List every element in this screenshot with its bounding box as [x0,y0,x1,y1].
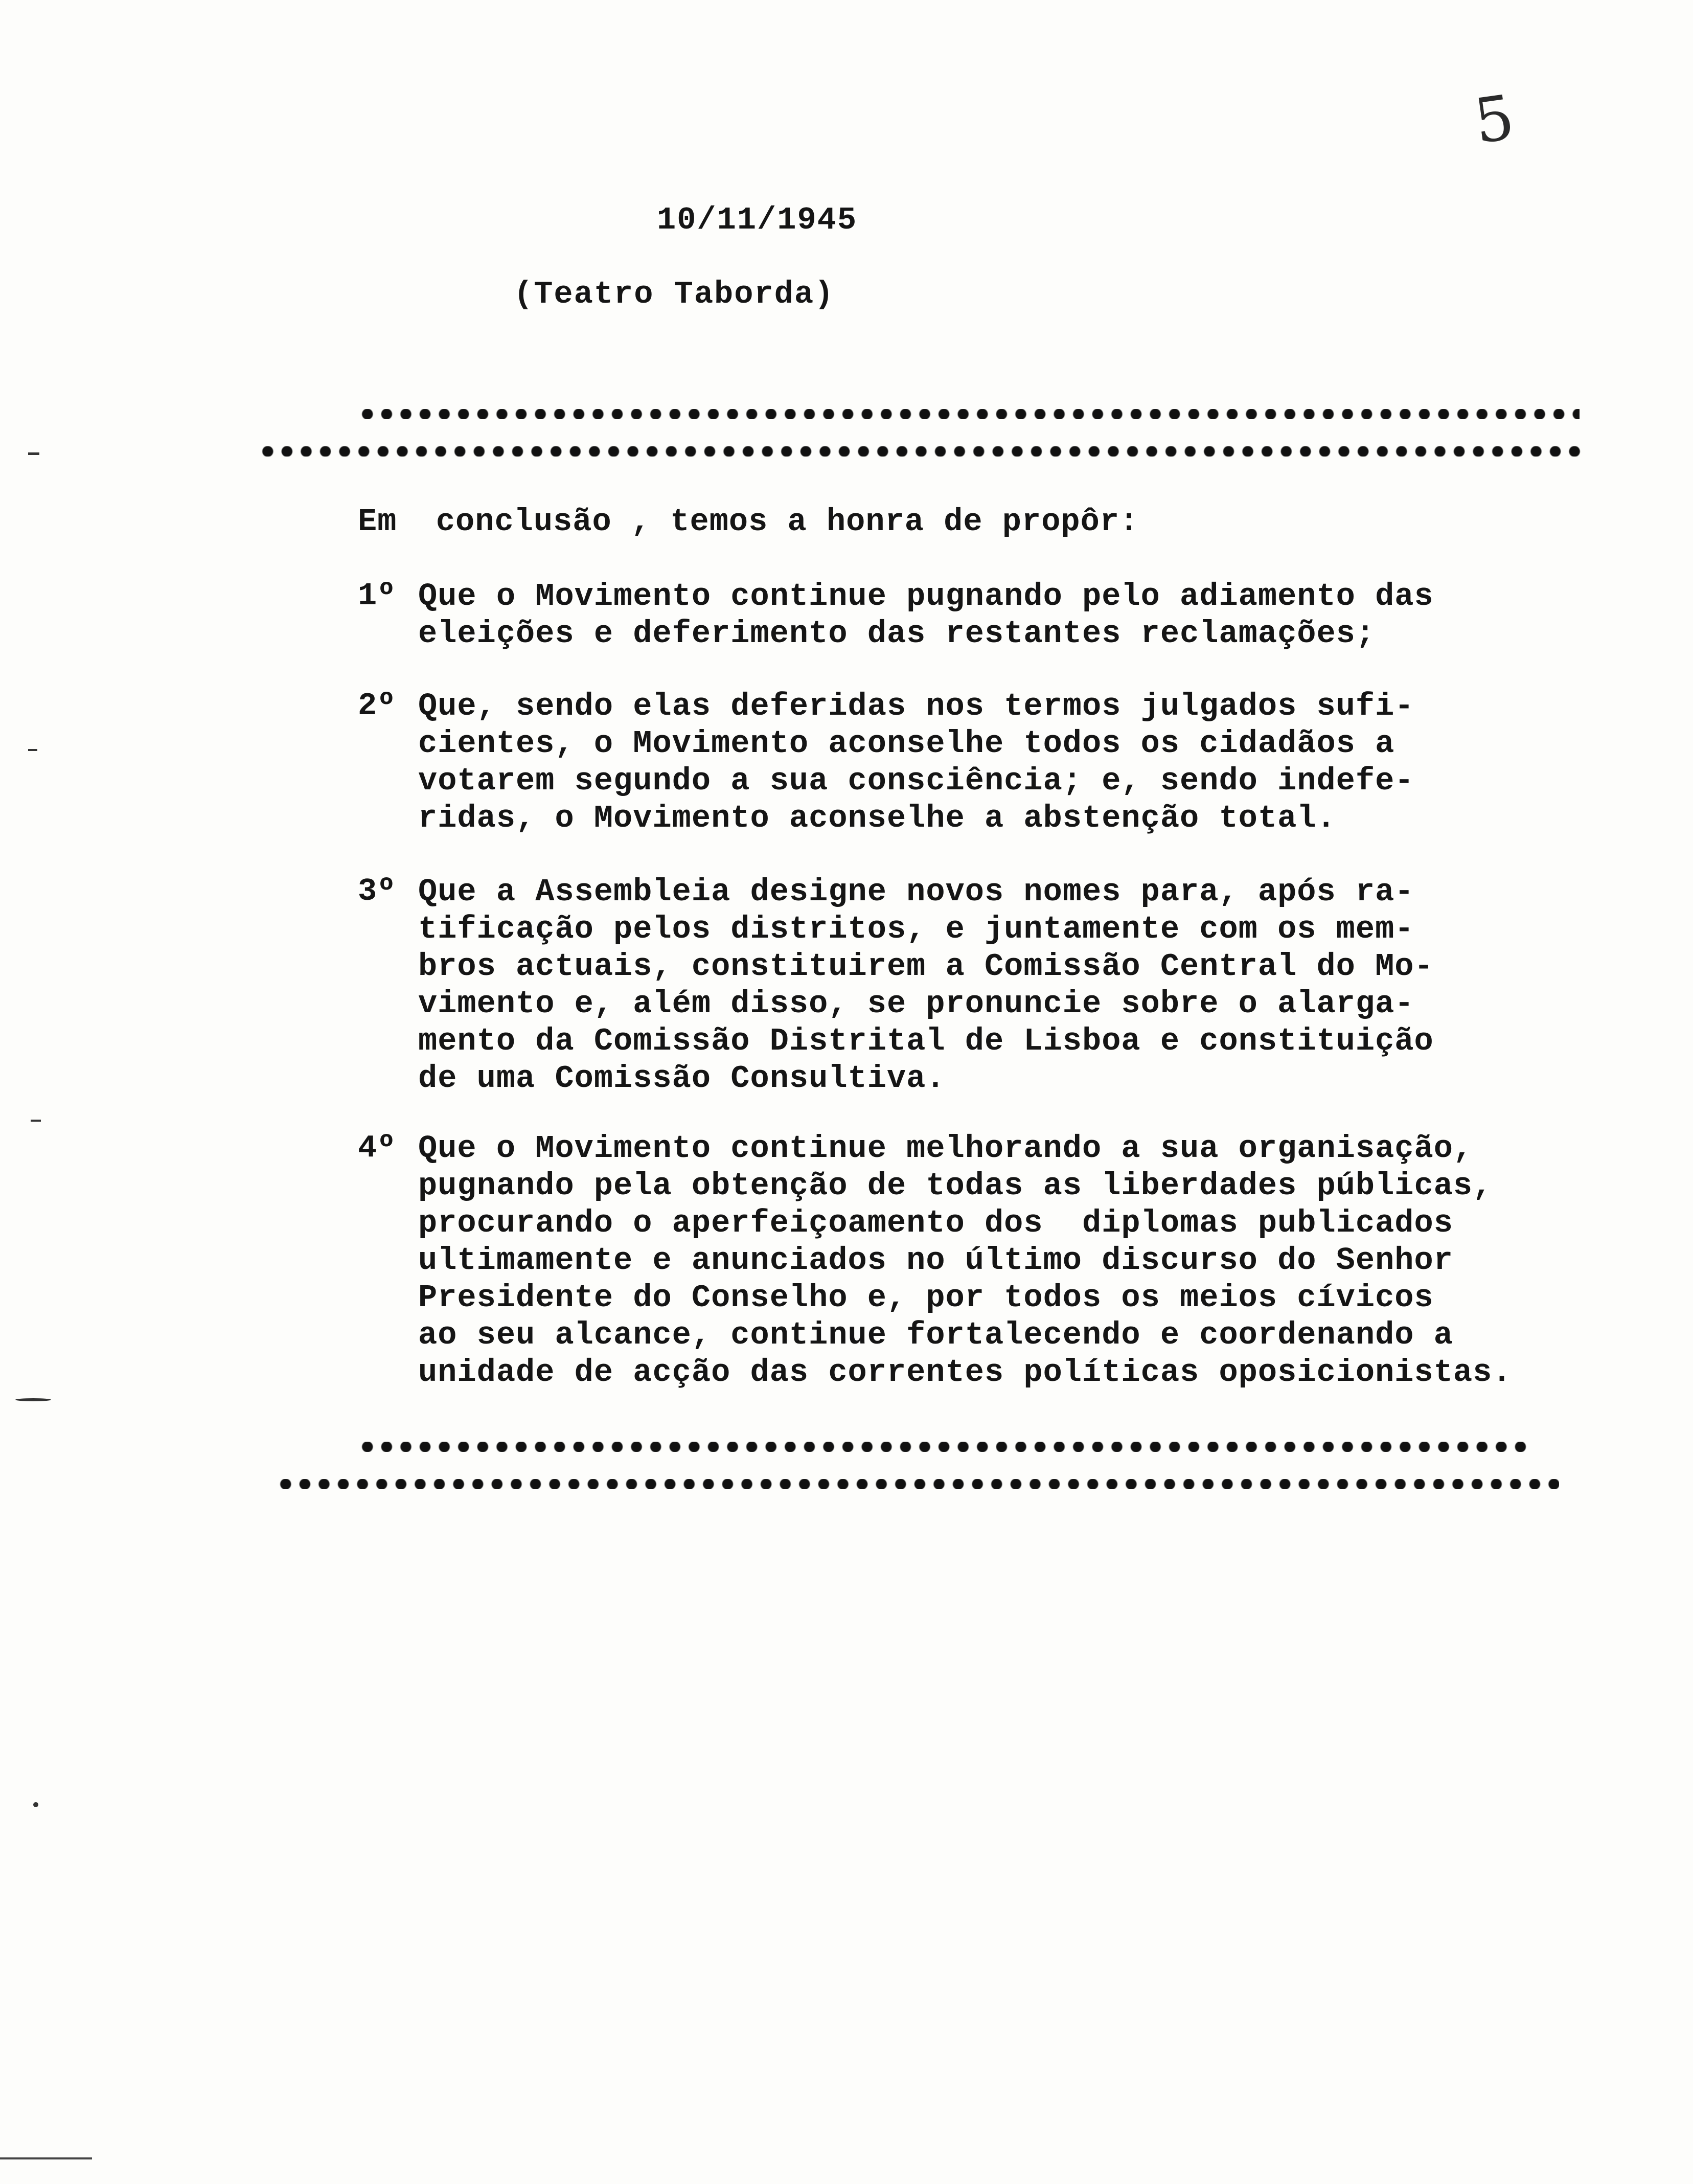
proposal-number: 4º [358,1130,396,1166]
proposal-number: 1º [358,578,396,614]
text-line: procurando o aperfeiçoamento dos diplomas publicados [418,1205,1453,1241]
intro-sentence: Em conclusão , temos a honra de propôr: [358,504,1139,540]
document-venue: (Teatro Taborda) [514,276,835,312]
dotted-separator-bottom-1 [358,1442,1534,1452]
document-date: 10/11/1945 [657,202,858,238]
proposal-text [418,578,1594,652]
proposal-text [418,873,1594,1097]
scan-speck [31,1120,41,1122]
text-line: de uma Comissão Consultiva. [418,1060,946,1097]
proposal-text [418,1130,1594,1391]
text-line: vimento e, além disso, se pronuncie sobre o alarga- [418,986,1414,1022]
page-number-mark: 5 [1470,82,1519,158]
text-line: ridas, o Movimento aconselhe a abstenção total. [418,800,1336,836]
text-line: Presidente do Conselho e, por todos os meios cívicos [418,1280,1434,1316]
proposal-text [418,688,1594,837]
scan-edge-line [0,2157,92,2159]
text-line: votarem segundo a sua consciência; e, sendo indefe- [418,763,1414,799]
scan-speck [28,749,37,751]
text-line: ao seu alcance, continue fortalecendo e coordenando a [418,1317,1453,1353]
text-line: Que a Assembleia designe novos nomes para, após ra- [418,874,1414,910]
text-line: Que, sendo elas deferidas nos termos julgados sufi- [418,688,1414,724]
text-line: bros actuais, constituirem a Comissão Central do Mo- [418,948,1434,985]
dotted-separator-bottom-2 [276,1479,1559,1489]
text-line: Que o Movimento continue pugnando pelo adiamento das [418,578,1434,615]
text-line: Que o Movimento continue melhorando a sua organisação, [418,1130,1473,1167]
text-line: tificação pelos distritos, e juntamente com os mem- [418,911,1414,947]
proposal-number: 2º [358,688,396,724]
proposal-number: 3º [358,873,396,909]
text-line: ultimamente e anunciados no último discurso do Senhor [418,1242,1453,1279]
text-line: unidade de acção das correntes políticas oposicionistas. [418,1354,1512,1391]
text-line: eleições e deferimento das restantes reclamações; [418,616,1376,652]
scan-speck [28,452,39,455]
scan-speck [15,1398,51,1401]
dotted-separator-top-2 [258,446,1582,457]
text-line: cientes, o Movimento aconselhe todos os cidadãos a [418,725,1395,762]
scan-speck [33,1802,38,1807]
text-line: pugnando pela obtenção de todas as liberdades públicas, [418,1168,1493,1204]
dotted-separator-top-1 [358,409,1580,419]
text-line: mento da Comissão Distrital de Lisboa e constituição [418,1023,1434,1059]
